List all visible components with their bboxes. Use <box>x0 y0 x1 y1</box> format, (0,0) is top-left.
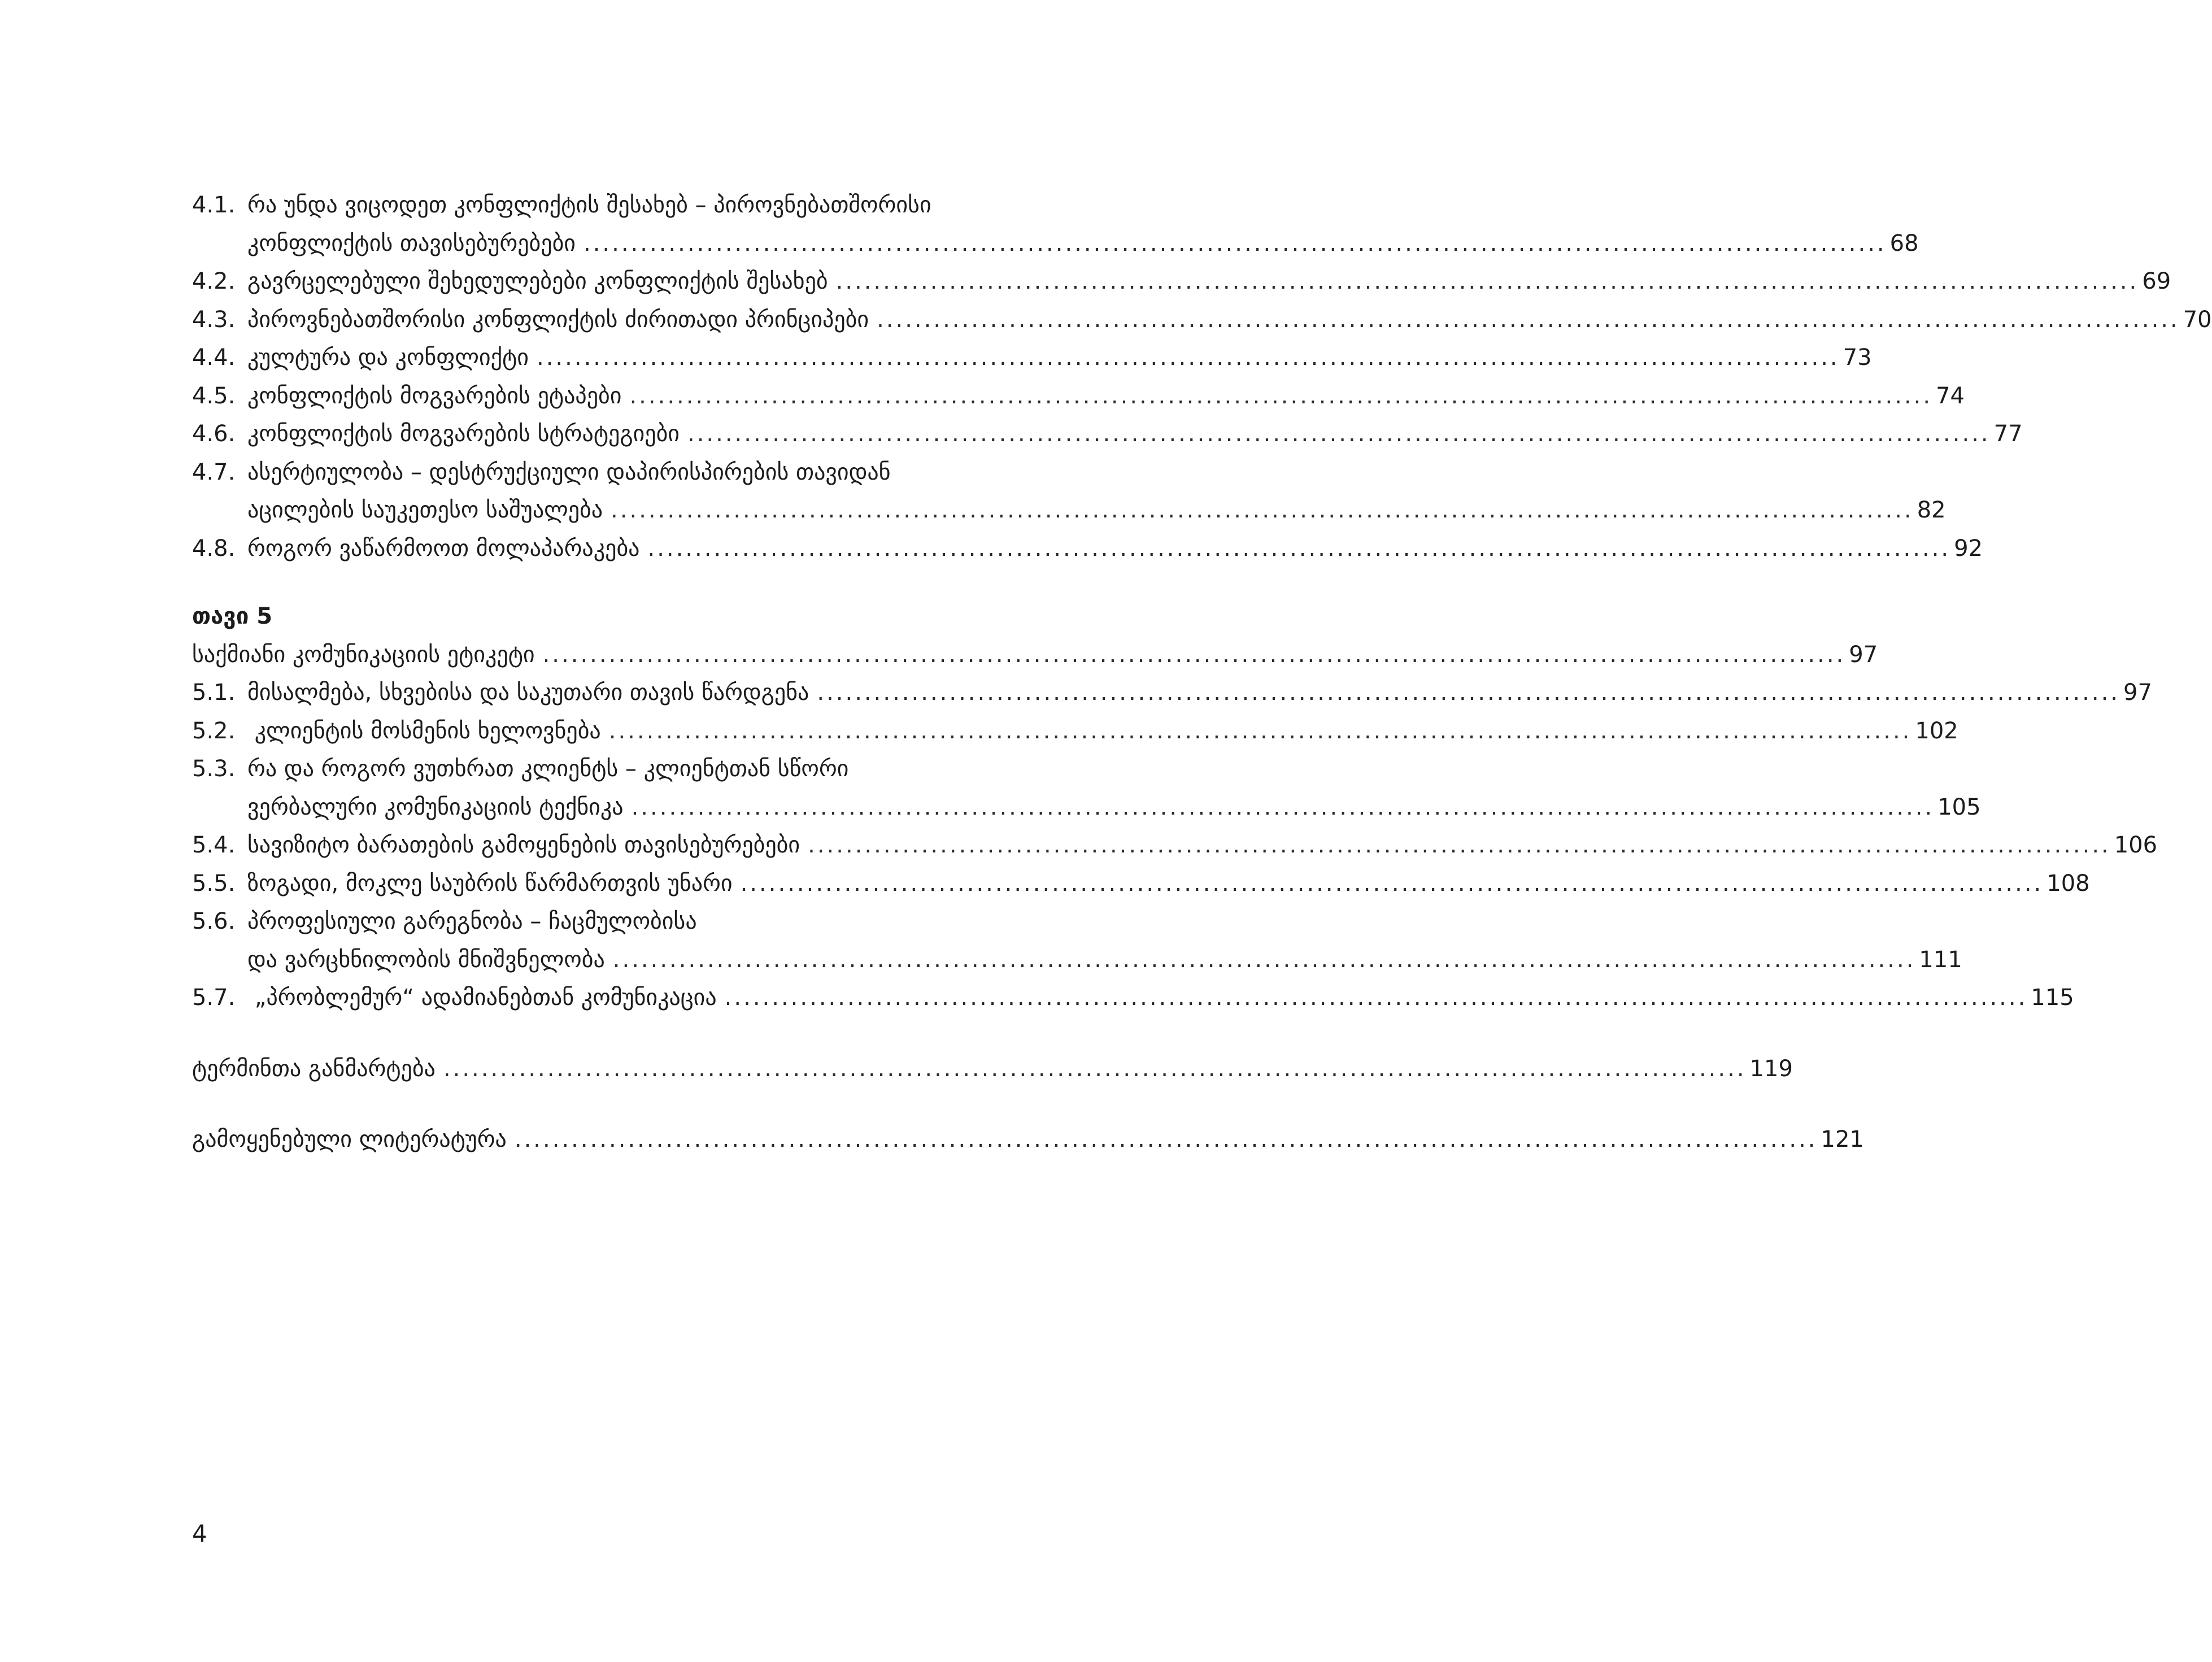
entry-page: 92 <box>1954 535 1983 562</box>
toc-entry-5-7[interactable] <box>192 979 2074 1017</box>
toc-entry-4-5[interactable] <box>192 377 1965 416</box>
toc-entry-4-6[interactable] <box>192 415 2023 454</box>
entry-page: 74 <box>1936 382 1965 409</box>
dot-leader: .......................................................................................................................................... <box>724 985 2028 1011</box>
entry-number: 4.5. <box>192 382 236 409</box>
toc-entry-5-5[interactable] <box>192 865 2090 903</box>
entry-title: „პრობლემურ“ ადამიანებთან კომუნიკაცია <box>247 985 717 1011</box>
entry-number: 5.7. <box>192 985 236 1011</box>
chapter-heading: თავი 5 <box>192 603 273 629</box>
dot-leader: .......................................................................................................................................... <box>583 230 1887 256</box>
dot-leader: .......................................................................................................................................... <box>835 268 2139 294</box>
entry-title: კულტურა და კონფლიქტი <box>247 345 529 371</box>
dot-leader: .......................................................................................................................................... <box>611 497 1914 523</box>
entry-page: 70 <box>2183 306 2212 333</box>
toc-entry-4-1-continued[interactable] <box>192 225 1919 263</box>
entry-title: რა და როგორ ვუთხრათ კლიენტს – კლიენტთან სწორი <box>247 756 849 782</box>
toc-entry-5-3[interactable] <box>192 750 1011 789</box>
entry-number: 5.2. <box>192 717 236 744</box>
entry-page: 105 <box>1937 794 1981 820</box>
dot-leader: .......................................................................................................................................... <box>631 794 1935 820</box>
entry-page: 108 <box>2046 870 2090 897</box>
toc-entry-4-3[interactable] <box>192 301 2212 340</box>
entry-title: ასერტიულობა – დესტრუქციული დაპირისპირების თავიდან <box>247 459 891 485</box>
entry-page: 82 <box>1917 497 1946 523</box>
toc-entry-4-2[interactable] <box>192 263 2171 301</box>
entry-page: 97 <box>2123 680 2152 706</box>
entry-page: 97 <box>1849 641 1878 668</box>
entry-title: აცილების საუკეთესო საშუალება <box>247 497 603 523</box>
entry-title: კლიენტის მოსმენის ხელოვნება <box>247 717 601 744</box>
dot-leader: .......................................................................................................................................... <box>443 1055 1747 1082</box>
entry-title: გავრცელებული შეხედულებები კონფლიქტის შესახებ <box>247 268 828 294</box>
toc-entry-references[interactable] <box>192 1121 1864 1159</box>
entry-title: პროფესიული გარეგნობა – ჩაცმულობისა <box>247 908 697 934</box>
dot-leader: .......................................................................................................................................... <box>629 382 1933 409</box>
toc-entry-4-4[interactable] <box>192 339 1872 377</box>
entry-number: 4.3. <box>192 306 236 333</box>
toc-entry-4-7[interactable] <box>192 454 1011 492</box>
entry-title: გამოყენებული ლიტერატურა <box>192 1126 507 1152</box>
entry-number: 5.4. <box>192 832 236 858</box>
entry-title: რა უნდა ვიცოდეთ კონფლიქტის შესახებ – პიროვნებათშორისი <box>247 192 931 218</box>
entry-page: 102 <box>1915 717 1958 744</box>
entry-number: 4.2. <box>192 268 236 294</box>
toc-entry-5-4[interactable] <box>192 826 2158 865</box>
entry-number: 5.1. <box>192 680 236 706</box>
toc-entry-5-6[interactable] <box>192 903 1011 941</box>
entry-title: პიროვნებათშორისი კონფლიქტის ძირითადი პრინციპები <box>247 306 869 333</box>
toc-entry-4-1[interactable] <box>192 186 1011 225</box>
dot-leader: .......................................................................................................................................... <box>514 1126 1818 1152</box>
entry-title: კონფლიქტის მოგვარების სტრატეგიები <box>247 421 680 447</box>
entry-page: 115 <box>2031 985 2074 1011</box>
dot-leader: .......................................................................................................................................... <box>740 870 2044 897</box>
toc-entry-5-2[interactable] <box>192 712 1958 751</box>
dot-leader: .......................................................................................................................................... <box>817 680 2120 706</box>
toc-entry-4-7-continued[interactable] <box>192 491 1946 530</box>
table-of-contents <box>192 186 2212 1159</box>
entry-title: სავიზიტო ბარათების გამოყენების თავისებურებები <box>247 832 800 858</box>
entry-title: როგორ ვაწარმოოთ მოლაპარაკება <box>247 535 640 562</box>
entry-page: 73 <box>1843 345 1872 371</box>
entry-title: საქმიანი კომუნიკაციის ეტიკეტი <box>192 641 535 668</box>
dot-leader: .......................................................................................................................................... <box>647 535 1951 562</box>
entry-number: 5.3. <box>192 756 236 782</box>
dot-leader: .......................................................................................................................................... <box>808 832 2111 858</box>
dot-leader: .......................................................................................................................................... <box>537 345 1840 371</box>
dot-leader: .......................................................................................................................................... <box>687 421 1991 447</box>
entry-number: 4.7. <box>192 459 236 485</box>
toc-entry-5-3-continued[interactable] <box>192 789 1981 827</box>
entry-page: 68 <box>1889 230 1919 256</box>
entry-number: 4.8. <box>192 535 236 562</box>
entry-number: 5.5. <box>192 870 236 897</box>
toc-entry-glossary[interactable] <box>192 1050 1793 1089</box>
entry-page: 121 <box>1821 1126 1864 1152</box>
entry-page: 106 <box>2114 832 2158 858</box>
entry-page: 77 <box>1993 421 2023 447</box>
dot-leader: .......................................................................................................................................... <box>877 306 2180 333</box>
entry-title: და ვარცხნილობის მნიშვნელობა <box>247 946 605 973</box>
toc-entry-5-6-continued[interactable] <box>192 941 1962 980</box>
dot-leader: .......................................................................................................................................... <box>542 641 1846 668</box>
entry-page: 111 <box>1919 946 1962 973</box>
entry-title: მისალმება, სხვებისა და საკუთარი თავის წარდგენა <box>247 680 809 706</box>
toc-entry-4-8[interactable] <box>192 530 1983 568</box>
entry-page: 69 <box>2142 268 2171 294</box>
toc-entry-5-1[interactable] <box>192 674 2152 712</box>
dot-leader: .......................................................................................................................................... <box>612 946 1916 973</box>
entry-number: 5.6. <box>192 908 236 934</box>
entry-title: კონფლიქტის თავისებურებები <box>247 230 576 256</box>
dot-leader: .......................................................................................................................................... <box>608 717 1912 744</box>
entry-title: ზოგადი, მოკლე საუბრის წარმართვის უნარი <box>247 870 733 897</box>
entry-number: 4.6. <box>192 421 236 447</box>
entry-number: 4.1. <box>192 192 236 218</box>
entry-number: 4.4. <box>192 345 236 371</box>
toc-entry-chapter5-intro[interactable] <box>192 636 1878 675</box>
entry-title: კონფლიქტის მოგვარების ეტაპები <box>247 382 622 409</box>
page-number: 4 <box>192 1520 207 1547</box>
entry-title: ტერმინთა განმარტება <box>192 1055 436 1082</box>
entry-title: ვერბალური კომუნიკაციის ტექნიკა <box>247 794 624 820</box>
entry-page: 119 <box>1749 1055 1793 1082</box>
